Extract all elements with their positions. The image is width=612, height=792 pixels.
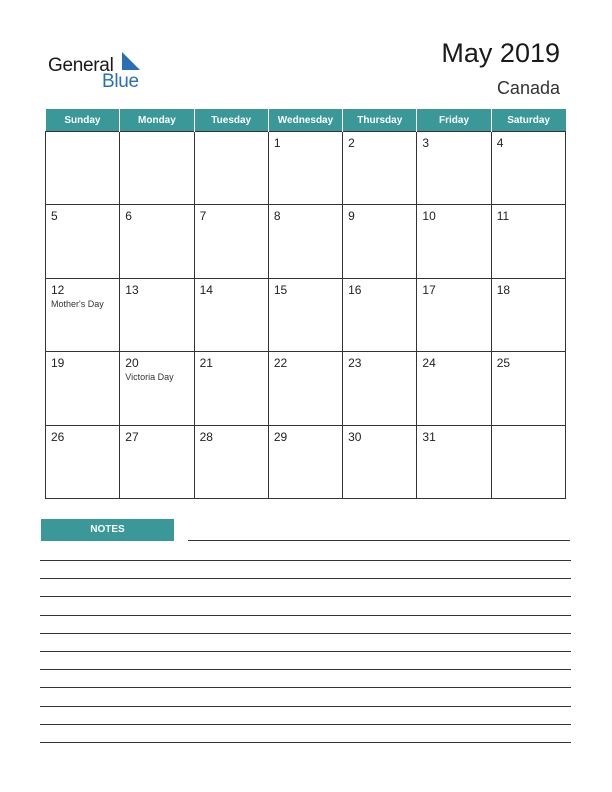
brand-logo	[48, 50, 158, 92]
calendar-day-cell	[120, 205, 194, 278]
calendar-day-cell	[268, 425, 342, 498]
calendar-week-row	[46, 352, 566, 425]
calendar-grid	[45, 109, 566, 499]
weekday-header-row	[46, 109, 566, 132]
calendar-day-cell	[268, 352, 342, 425]
day-number: 26	[51, 429, 65, 444]
day-number: 25	[496, 356, 511, 371]
note-line	[40, 724, 571, 725]
note-line	[40, 615, 571, 616]
calendar-day-cell	[491, 425, 565, 498]
day-number: 23	[348, 356, 362, 371]
day-number: 19	[51, 356, 65, 371]
calendar-day-cell	[491, 205, 565, 278]
calendar-day-cell	[268, 278, 342, 351]
day-number: 11	[496, 209, 510, 224]
day-number: 10	[422, 209, 436, 224]
day-number: 2	[348, 136, 355, 150]
calendar-day-cell	[343, 205, 417, 278]
day-number: 14	[199, 282, 213, 297]
calendar-day-cell	[46, 278, 120, 351]
calendar-day-cell	[120, 132, 194, 205]
calendar-day-cell	[343, 352, 417, 425]
calendar-day-cell	[417, 132, 491, 205]
weekday-tuesday: Tuesday	[194, 109, 268, 132]
calendar-day-cell	[417, 352, 491, 425]
day-number: 9	[348, 209, 355, 224]
day-number: 15	[273, 282, 288, 297]
day-number: 30	[348, 429, 362, 444]
calendar-day-cell	[120, 352, 194, 425]
calendar-day-cell	[194, 352, 268, 425]
day-number: 1	[273, 136, 281, 150]
weekday-saturday: Saturday	[491, 109, 565, 132]
holiday-label: Victoria Day	[125, 372, 174, 383]
day-number: 20	[125, 356, 139, 371]
note-line	[40, 578, 571, 579]
calendar-day-cell	[46, 352, 120, 425]
calendar-day-cell	[46, 425, 120, 498]
day-number: 21	[199, 356, 213, 371]
calendar-day-cell	[491, 132, 565, 205]
note-line	[40, 596, 571, 597]
weekday-thursday: Thursday	[343, 109, 417, 132]
weekday-sunday: Sunday	[46, 109, 120, 132]
calendar-day-cell	[417, 278, 491, 351]
calendar-day-cell	[268, 205, 342, 278]
calendar-body	[46, 132, 566, 499]
day-number: 24	[422, 356, 436, 371]
day-number: 22	[273, 356, 288, 371]
page-subtitle: Canada	[496, 78, 560, 98]
logo-word-blue: Blue	[102, 71, 139, 92]
day-number: 12	[51, 282, 65, 297]
day-number: 29	[273, 429, 288, 444]
day-number: 6	[125, 209, 132, 224]
calendar-day-cell	[343, 278, 417, 351]
day-number: 5	[51, 209, 58, 224]
day-number: 16	[348, 282, 362, 297]
calendar-week-row	[46, 425, 566, 498]
day-number: 4	[496, 136, 504, 150]
calendar-day-cell	[194, 425, 268, 498]
note-line	[40, 687, 571, 688]
day-number: 3	[422, 136, 430, 150]
logo-triangle-icon	[120, 52, 142, 72]
page-title: May 2019	[441, 38, 560, 68]
day-number: 27	[125, 429, 139, 444]
calendar-day-cell	[417, 205, 491, 278]
note-line	[40, 651, 571, 652]
day-number: 31	[422, 429, 436, 444]
weekday-monday: Monday	[120, 109, 194, 132]
day-number: 7	[199, 209, 207, 224]
calendar-day-cell	[268, 132, 342, 205]
calendar-day-cell	[194, 132, 268, 205]
logo-word-general: General	[48, 55, 114, 76]
weekday-friday: Friday	[417, 109, 491, 132]
calendar-day-cell	[491, 352, 565, 425]
day-number: 17	[422, 282, 436, 297]
day-number: 28	[199, 429, 213, 444]
calendar-week-row	[46, 132, 566, 205]
calendar-day-cell	[120, 278, 194, 351]
note-line	[40, 669, 571, 670]
calendar-week-row	[46, 205, 566, 278]
note-line	[40, 560, 571, 561]
day-number: 13	[125, 282, 139, 297]
notes-label: NOTES	[41, 519, 174, 541]
calendar-day-cell	[491, 278, 565, 351]
day-number: 18	[496, 282, 511, 297]
calendar-day-cell	[194, 205, 268, 278]
weekday-wednesday: Wednesday	[268, 109, 342, 132]
calendar-day-cell	[194, 278, 268, 351]
note-line	[40, 706, 571, 707]
note-line	[188, 540, 570, 541]
calendar-day-cell	[343, 132, 417, 205]
holiday-label: Mother's Day	[51, 298, 104, 309]
calendar-day-cell	[120, 425, 194, 498]
note-line	[40, 633, 571, 634]
calendar-day-cell	[343, 425, 417, 498]
calendar-week-row	[46, 278, 566, 351]
calendar-day-cell	[417, 425, 491, 498]
note-line	[40, 742, 571, 743]
calendar-day-cell	[46, 205, 120, 278]
day-number: 8	[273, 209, 281, 224]
calendar-day-cell	[46, 132, 120, 205]
